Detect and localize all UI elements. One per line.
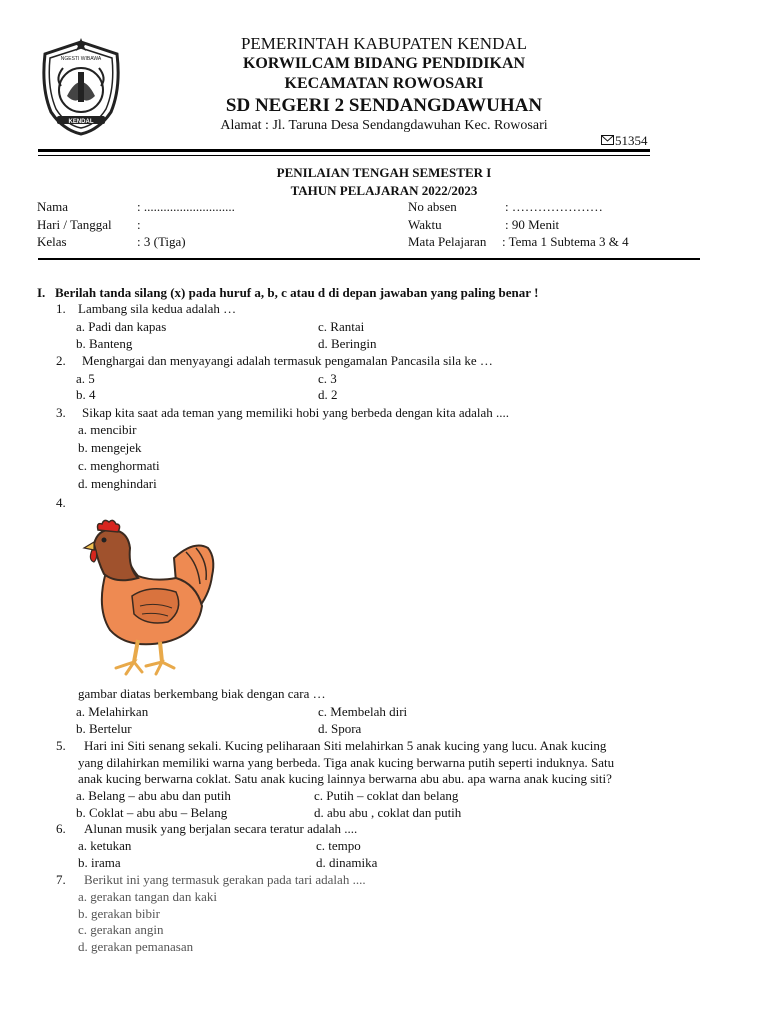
- q1-option-c[interactable]: c. Rantai: [318, 319, 365, 334]
- absen-label: No absen: [408, 199, 457, 214]
- q6-number: 6.: [56, 821, 66, 836]
- class-value: : 3 (Tiga): [137, 234, 186, 249]
- section-instruction: Berilah tanda silang (x) pada huruf a, b, c atau d di depan jawaban yang paling benar !: [55, 285, 539, 300]
- q6-text: Alunan musik yang berjalan secara teratur adalah ....: [84, 821, 358, 836]
- q3-option-a[interactable]: a. mencibir: [78, 422, 137, 437]
- q1-option-d[interactable]: d. Beringin: [318, 336, 377, 351]
- q3-option-c[interactable]: c. menghormati: [78, 458, 160, 473]
- q2-option-b[interactable]: b. 4: [76, 387, 96, 402]
- identity-rule: [38, 258, 700, 260]
- q6-option-d[interactable]: d. dinamika: [316, 855, 378, 870]
- absen-field[interactable]: : …………………: [505, 199, 603, 214]
- q1-number: 1.: [56, 301, 66, 316]
- q6-option-b[interactable]: b. irama: [78, 855, 121, 870]
- q5-text-line2: yang dilahirkan memiliki warna yang berbeda. Tiga anak kucing berwarna putih seperti induknya. Satu: [78, 755, 615, 770]
- exam-title: PENILAIAN TENGAH SEMESTER I: [276, 165, 492, 180]
- q5-option-a[interactable]: a. Belang – abu abu dan putih: [76, 788, 231, 803]
- district-title: KECAMATAN ROWOSARI: [284, 75, 484, 92]
- q4-option-c[interactable]: c. Membelah diri: [318, 704, 408, 719]
- logo-motto: NGESTI WIBAWA: [60, 56, 102, 62]
- subject-label: Mata Pelajaran: [408, 234, 487, 249]
- hen-illustration: [76, 518, 218, 682]
- q4-option-d[interactable]: d. Spora: [318, 721, 362, 736]
- time-label: Waktu: [408, 217, 442, 232]
- date-field[interactable]: :: [137, 217, 141, 232]
- q7-option-c[interactable]: c. gerakan angin: [78, 922, 164, 937]
- name-label: Nama: [37, 199, 69, 214]
- q3-option-b[interactable]: b. mengejek: [78, 440, 142, 455]
- q4-option-b[interactable]: b. Bertelur: [76, 721, 132, 736]
- q6-option-a[interactable]: a. ketukan: [78, 838, 132, 853]
- q7-option-b[interactable]: b. gerakan bibir: [78, 906, 160, 921]
- exam-year: TAHUN PELAJARAN 2022/2023: [290, 183, 478, 198]
- q2-option-c[interactable]: c. 3: [318, 371, 337, 386]
- q2-option-d[interactable]: d. 2: [318, 387, 338, 402]
- header-rule-thin: [38, 155, 650, 156]
- subject-value: : Tema 1 Subtema 3 & 4: [502, 234, 629, 249]
- name-field[interactable]: : ............................: [137, 199, 235, 214]
- q4-option-a[interactable]: a. Melahirkan: [76, 704, 149, 719]
- govt-title: PEMERINTAH KABUPATEN KENDAL: [240, 34, 528, 53]
- q5-option-c[interactable]: c. Putih – coklat dan belang: [314, 788, 459, 803]
- postal-number: 51354: [615, 133, 648, 148]
- q5-text-line1: Hari ini Siti senang sekali. Kucing peliharaan Siti melahirkan 5 anak kucing yang lucu. Anak kucing: [84, 738, 607, 753]
- q3-text: Sikap kita saat ada teman yang memiliki hobi yang berbeda dengan kita adalah ....: [82, 405, 510, 420]
- q5-text-line3: anak kucing berwarna coklat. Satu anak kucing lainnya berwarna abu abu. apa warna anak kucing siti?: [78, 771, 612, 786]
- q1-option-b[interactable]: b. Banteng: [76, 336, 133, 351]
- date-label: Hari / Tanggal: [37, 217, 112, 232]
- q1-text: Lambang sila kedua adalah …: [78, 301, 237, 316]
- q5-number: 5.: [56, 738, 66, 753]
- q7-number: 7.: [56, 872, 66, 887]
- school-address: Alamat : Jl. Taruna Desa Sendangdawuhan Kec. Rowosari: [220, 118, 548, 133]
- postal-code: [601, 133, 648, 149]
- q2-option-a[interactable]: a. 5: [76, 371, 95, 386]
- q4-text: gambar diatas berkembang biak dengan cara …: [78, 686, 326, 701]
- q5-option-b[interactable]: b. Coklat – abu abu – Belang: [76, 805, 228, 820]
- q2-number: 2.: [56, 353, 66, 368]
- school-name: SD NEGERI 2 SENDANGDAWUHAN: [225, 95, 543, 116]
- class-label: Kelas: [37, 234, 67, 249]
- q4-number: 4.: [56, 495, 66, 510]
- q3-number: 3.: [56, 405, 66, 420]
- envelope-icon: [601, 135, 614, 145]
- section-number: I.: [37, 285, 46, 300]
- header-rule-thick: [38, 149, 650, 152]
- time-value: : 90 Menit: [505, 217, 560, 232]
- q7-option-a[interactable]: a. gerakan tangan dan kaki: [78, 889, 217, 904]
- q2-text: Menghargai dan menyayangi adalah termasuk pengamalan Pancasila sila ke …: [82, 353, 493, 368]
- q7-text: Berikut ini yang termasuk gerakan pada tari adalah ....: [84, 872, 366, 887]
- q7-option-d[interactable]: d. gerakan pemanasan: [78, 939, 194, 954]
- q1-option-a[interactable]: a. Padi dan kapas: [76, 319, 167, 334]
- q6-option-c[interactable]: c. tempo: [316, 838, 361, 853]
- office-title: KORWILCAM BIDANG PENDIDIKAN: [242, 55, 526, 72]
- logo-label: KENDAL: [68, 119, 94, 125]
- q5-option-d[interactable]: d. abu abu , coklat dan putih: [314, 805, 462, 820]
- q3-option-d[interactable]: d. menghindari: [78, 476, 157, 491]
